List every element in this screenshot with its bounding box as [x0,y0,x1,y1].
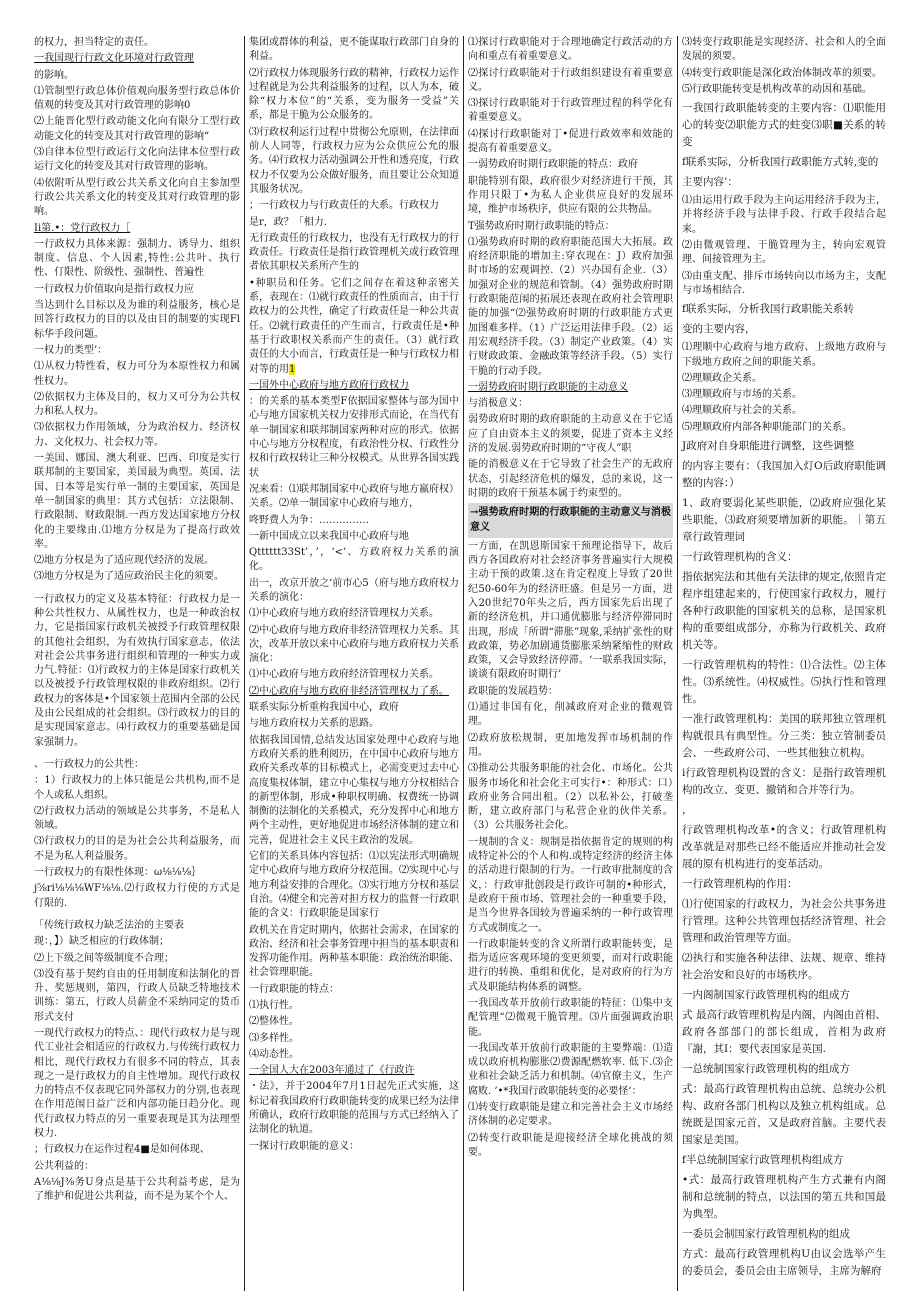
paragraph: ⑷理顺政府与社会的关系。 [682,405,802,417]
paragraph: f联系实际，分析我国行政职能关系转 [682,303,854,316]
paragraph: 一行政管理机构的特性：⑴合法性。⑵主体性。⑶系统性。⑷权威性。⑸执行性和管理性。 [682,659,886,706]
paragraph: 一现代行政权力的特点、：现代行政权力是与现代工业社会相适应的行政权力.与传统行政权力相比，现代行政权力有很多不同的特点，其表现之一是行政权力的自主性增加。现代行政权力的特点不仅表现它同外部权力的分别,也表现在作用范闱日益广泛和内部功能日趋分化。现代行政权力特点的另一重要表现是其为法理型权力. [34,1028,240,1140]
paragraph: 一委员会制国家行政管理机构的组成 [682,1228,850,1241]
paragraph: 指依据宪法和其他有关法律的规定,依照肯定程序组建起来的，行使国家行政权力，履行各种行政职能的国家机关的总称，是国家机构的重要组成部分，亦称为行政机关、政府机关等。 [682,571,886,652]
paragraph: 集团或群体的利益，更不能谋取行政部门自身的利益。 [249,37,459,63]
paragraph: 一探讨行政职能的意义： [249,1140,359,1152]
paragraph: 一总统制国家行政管理机构的组成方 [682,1063,850,1076]
section-heading: 一全国人大在2003年通过了《行政许 [249,1065,415,1077]
paragraph: ；一行政权力与行政责任的大系。行政权力 [249,200,439,212]
paragraph: 现：，】）缺乏相应的行政体制； [34,936,169,948]
paragraph: ⑵转变行政职能是迎接经济全球化挑战的须要。 [468,1132,673,1158]
paragraph: 当达到什么目标以及为谁的利益服务，核心是回答行政权力的目的以及由目的制要的实现Fl标华手段问题。 [34,300,240,340]
paragraph: ⑸行政职能转变是机构改革的动因和基础。 [682,83,872,95]
paragraph: 行政管理机构改革•的含义；行政管理机构改革就是对那些已经不能适应并推动社会发展的原有机构进行的变革活动。 [682,824,886,871]
paragraph: 依据我国国情,总结发达国家处理中心政府与地方政府关系的胜利阅历，在中国中心政府与地方政府关系改革的目标模式上，必需变更过去中心高度集权体制，建立中心集权与地方分权相结合的新型体制，形成•种职权明确、权费统一协调制衡的法制化的关系模式，充分发挥中心和地方两个主动性，更好地促进市场经济体制的建立和完善，促进社会主义民主政治的发展。 [249,734,459,846]
paragraph: 一行政权力具体来源：强制力、诱导力、组织制度、信息、个人因素,特性:公共叶、执行性、仃限性、阶级性、强制性、普遍性 [34,238,240,279]
paragraph: 式：最高行政管理机构由总统、总统办公机构、政府各部门机构以及独立机构组成。总统既是国家元首，又是政府首脑。主要代表国家是美国。 [682,1083,886,1147]
paragraph: 主要内容’： [682,176,738,189]
paragraph: 方式：最高行政管理机构U由议会选举产生的委员会，委员会由主席领导，主席为解府 [682,1248,886,1278]
paragraph: 一美国、娜国、澳大利亚、巴西、印度是实行联邦制的主要国家，美国最为典型。英国、法国、日本等是实行单一制的主要国家，英国是单一制国家的典里：其方式包括：立法限制、行政限制、财政限制.一西方发达国家地方分权化的主要缘由.⑴地方分权是为了提高行政效率。 [34,453,240,550]
paragraph: ⑶转变行政职能是实现经济、社会和人的全面发展的须要。 [682,37,886,63]
paragraph: 与消极意义： [468,398,528,410]
paragraph: ⑴中心政府与地方政府经济管理权力关系。 [249,669,439,681]
paragraph: 一行政权力的有限性体现：ω⅛⅛⅛｝ [34,867,202,879]
paragraph: ⑴通过非国有化，削减政府对企业的微观管理。 [468,702,673,728]
paragraph: 政机关在肯定时期内，依据社会需求，在国家的政治、经济和社会事务管理中担当的基本职责和发挥功能作用。两种基本职能：政治统治职能、社会管理职能。 [249,924,459,979]
paragraph: 「传统行政权力缺乏法治的主要表 [34,919,184,931]
column-4 [677,36,890,1291]
paragraph: ， [682,804,693,817]
paragraph: 一我国改革开放前行政职能的特征：⑴集中支配管理“⑵微观干脆管理。⑶片面强调政治职能。 [468,998,673,1038]
paragraph: ⑴探讨行政职能对于合理地确定行政活动的方向和重点有着重要意义。 [468,37,673,63]
paragraph: 出一，改京开放之‘前市心5（府与地方政府权力关系的演化： [249,577,459,603]
paragraph: ⑴由运用行政手段为主向运用经济手段为主，并将经济手段与法律手段、行政手段结合起来。 [682,195,886,235]
paragraph: 一弱势政府时期行政职能的特点：政府 [468,159,638,171]
paragraph: 一准行政管理机构：美国的联邦独立管理机构就很具有典型性。分三类：独立管制委员会、一些政府公司、一些其他独立机构。 [682,713,886,760]
paragraph: •式：最高行政管理机构产生方式兼有内阁制和总统制的特点，以法国的第五共和国最为典型。 [682,1174,886,1221]
paragraph: ⑴理顺中心政府与地方政府、上级地方政府与下级地方政府之间的职能关系。 [682,342,886,368]
paragraph: ⑴执行性。 [249,1000,299,1011]
paragraph: ⑶多样性。 [249,1032,299,1044]
paragraph: ：的关系的基本类型F依据国家整体与部为国中心与地方国家机关权力安排形式而论，在当代有单一制国家和联邦制国家两种对应的形式。依据中心与地方分权程度，有政治性分权、行政性分权和行政权转让三种分权模式。从世界各国实践状 [249,396,459,479]
paragraph: ⑵理顺政企关系。 [682,372,762,384]
paragraph: 政职能的发展趋势： [468,685,558,697]
paragraph: ⑵行政权力活动的领域是公共事务，不是私人领域。 [34,805,240,832]
paragraph: 一权力的类型’： [34,344,108,356]
section-heading: 一弱势政府时期行政职能的主动意义 [468,381,628,393]
paragraph: ⑵上能晋化型行政动能文化向有限分工型行政动能文化的转变及其对行政管理的影响“ [34,116,240,142]
paragraph: 公共利益的： [34,1160,94,1172]
paragraph: ⑶没有基于契约自由的任用制度和法制化的晋升、奖惩规则，第四，行政人员缺乏特地技术训练：第五，行政人员薪金不采纳同定的货币形式支付 [34,968,240,1023]
paragraph: ⑵地方分权是为了适应现代经济的发展。 [34,555,214,567]
paragraph: ⑶行政权利运行过程中贯彻公允原则，在法律面前人人同等，行政权力应为公众供应公允的服务。⑷行政权力活动强调公开性和透亮度，行政权力不仅要为公众做好服务，而且要让公众知道其服务状况。 [249,126,459,195]
paragraph: f联系实际，分析我国行政职能方式转,变的 [682,156,879,169]
paragraph: 一我国行政职能转变的主要内容：⑴职能用心的转变⑵职能方式的蛀变⑶职■关系的转变 [682,102,886,149]
paragraph: ⑵由微观管理、干脆管理为主，转向宏观管理、间接管理为主。 [682,240,886,266]
paragraph: ⑷依附听从型行政公共关系文化向自主参加型行政公共关系文化的转变及其对行政管理的影响。 [34,177,240,218]
paragraph: ⑶依据权力作用领域，分为政治权力、经济权力、文化权力、社会权力等。 [34,422,240,448]
shaded-heading: →强势政府时期的行政职能的主动意义与消极意义 [468,503,673,538]
paragraph: ⑷转变行政职能是深化政治体制改革的须要。 [682,67,882,79]
column-3 [463,36,677,1291]
paragraph: ⑷动态性。 [249,1048,299,1060]
paragraph: ⑵依据权力主体及目的，权力又可分为公共权力和私人权力。 [34,391,240,418]
paragraph: ；行政权力在运作过程4■是如何体现、 [34,1144,210,1156]
paragraph: f半总统制国家行政管理机构组成方 [682,1154,844,1167]
paragraph: ⑴强势政府时期的政府职能范围大大拓展。政府经济职能的增加主:穿衣现在：J）政府加强时市场的宏观调控.（2）兴办国有企业.（3）加强对企业的规范和管制。（4）强势政府时期行政职能范闱的拓展还表现在政府社会管理职能的加强“⑵强势政府时期的行政职能方式更加图难多样。（1）广泛运用法律手段。（2）运用宏观经济手段。（3）制定产业政策。（4）实行财政政策、金融政策等经济手段。（5）实行干脆的行动手段。 [468,236,673,377]
column-1 [30,36,244,1291]
paragraph: 一行政职能转变的含义所谓行政职能转变，是指为适应客观环境的变更须要，而对行政职能进行的转换、重组和优化，是对政府的行为方式及职能结构体系的调整。 [468,938,673,993]
paragraph-text: •种职员和任务。它们之间存在着这种亲密关系，表现在：⑴就行政责任的性质而言，由于行政权力的公共性，确定了行政责任是一种公共责任。⑵就行政责任的产生而言，行政责任是•种基于行政职权关系而产生的责任。（3）就行政责任的大小而言，行政责任是一种与行政权力相对等的用 [249,277,459,375]
chapter-heading: Ii第.•：党行政权力［ [34,222,131,234]
paragraph: 职能特别有限，政府很少对经济进行干预，其作用只限丁•为私人企业供应良好的发展环境，维护市场秩序，供应有限的公共物品。 [468,175,673,216]
paragraph: 是r，政？「相力. [249,216,327,228]
paragraph: ：1）行政权力的上体只能是公共机构,而不是个人或私人组织。 [34,775,240,801]
paragraph: ⑵整体性。 [249,1016,299,1028]
paragraph: i行政管理机构设置的含义：是指行政管理机构的改立、变更、撤销和合并等行为。 [682,767,886,797]
column-2 [244,36,463,1291]
paragraph: ⑶由重支配、排斥市场转向以市场为主，支配与市场相结合. [682,270,886,296]
paragraph: ⑵政府放松规制，更加地发挥市场机制的作用。 [468,732,673,758]
section-heading: 一国外中心政府与地方政府行政权力 [249,379,409,391]
paragraph: 无行政责任的行政权力，也没有无行政权力的行政责任。行政责任是指行政管理机关或行政管理者依其职权关系所产生的 [249,232,459,273]
paragraph: 、一行政权力的公共性： [34,758,144,770]
paragraph: j⅝ri⅛⅛⅛WF⅛⅛.⑵行政权力行使的方式是仃限的. [34,883,240,909]
document-page [30,36,890,1291]
section-heading: 一我国现行行政文化环境对行政管理 [34,53,194,65]
paragraph: T强势政府时期行政职能的特点： [468,220,615,232]
paragraph: ⑵行政权力体现服务行政的精神，行政权力运作过程就是为公共利益服务的过程，以人为本，破除“权力本位”的“关系，变为服务一受益”关系，都是干脆为公众服务的。 [249,67,459,122]
paragraph: ⑵中心政府与地方政府非经济管理权力关系。其次，改革开放以来中心政府与地方政府权力关系演化： [249,624,459,665]
paragraph: ・法》，并于2004年7月1日起先正式实施，这标记着我国政府行政职能转变的成果已经为法律所确认，政府行政职能的范围与方式已经纳入了法制化的轨道。 [249,1081,459,1136]
paragraph: ⑶自律本位型行政运行文化向法律本位型行政运行文化的转变及其对行政管理的影响。 [34,147,240,173]
paragraph: A⅛⅛J⅜务U身点是基于公共利益考虑，是为了维护和促进公共利益，而不是为某个个人、 [34,1176,240,1203]
paragraph: 一方面，在凯恩斯国家干预理论指导下，故后西方各国政府对社会经济事务普遍实行大规模主动干预的政策.这在肯定程度上导致了20世纪50-60年为的经济旺盛。但是另一方面，进入20世纪70年头之后，西方国家先后出现了新的经济危机，并口通优膨胀与经济停滞同时出现，形成「所谓“滞胀”现象,采纳扩张性的财政政策，势必加剧通货膨胀采纳紧缩性的财政政策，又会导致经济停滞。‘一联系我国实际，谈谈有限政府时期行’ [468,540,673,681]
paragraph: 一行政权力的定义及基本特征：行政权力是一种公共性权力、从属性权力，也是一种政治权力，它是指国家行政机关被授予行政管理权限的其他社会组织，为有效执行国家意志，依法对社会公共事务进行组织和管理的一种实力或力气.特征：⑴行政权力的主体是国家行政机关以及被授予行政管理权限的非政府组织。⑵行政权力的客体是•个国家领土范围内全部的公民及由公民组成的社会组织。⑶行政权力的目的是实现国家意志。⑷行政权力的重要基础是国家强制力。 [34,593,240,748]
paragraph: 一行政职能的特点： [249,983,339,995]
paragraph: 咚野费人为争：…………… [249,514,369,526]
paragraph: 的权力，担当特定的责任。 [34,37,154,48]
paragraph: ⑴转变行政职能是建立和完善社会主义市场经济体制的必定要求。 [468,1102,673,1128]
paragraph: J政府对自身职能进行调整，这些调整 [682,440,855,453]
paragraph: ⑸理顺政府内部各种职能部门的关系。 [682,421,852,433]
paragraph: 一行政管理机构的作用： [682,878,798,891]
paragraph: 能的消极意义在于它导致了社会生产的无政府状态，引起经济危机的爆发，总的来说，这一时期的政府干预基本属于约束型的。 [468,459,673,499]
paragraph: ⑵探讨行政职能对于行政组织建设有着重要意义。 [468,67,673,93]
paragraph: ⑶推动公共服务职能的社会化、市场化。公共服务市场化和社会化主可实行•：种形式：口）政府业务合同出租。（2）以私补公，打破垄断，建立政府部门与私营企业的伙伴关系。（3）公共服务社会化。 [468,763,673,832]
paragraph: ⑴行使国家的行政权力，为社会公共事务进行管理。这种公共管理包括经济管理、社会管理和政治管理等方面。 [682,898,886,945]
paragraph: 的内容主要有：（我国加入灯O后政府职能调整的内容：） [682,460,886,490]
paragraph: 一内阁制国家行政管理机构的组成方 [682,989,850,1002]
paragraph: 变的主要内容， [682,323,756,336]
paragraph: 1、政府要弱化某些职能，⑵政府应强化某些职能，⑶政府须要增加新的职能。｜第五章行政管理词 [682,497,886,544]
paragraph: ⑴管制型行政总体价值观向服务型行政总体价值观的转变及其对行政管理的影响0 [34,85,240,112]
paragraph: 联系实际分析重构我国中心，政府 [249,702,399,714]
paragraph: ⑵中心政府与地方政府非经济管理权力了系。 [249,685,449,697]
paragraph: 一行政管理机构的含义： [682,551,798,564]
paragraph: ⑶探讨行政职能对于行政管理过程的科学化有着重要意义。 [468,98,673,124]
paragraph: 的影响。 [34,69,74,81]
paragraph: 一规制的含义：规制是指依据肯定的规则的构成特定补公的个人和构.或特定经济的经济主体的活动进行限制的行为。一行政审批制度的含义，：行政审批创段是行政许可制的•种形式，是政府干预市场、管理社会的一种重要手段，是当今世界各国较为普遍采纳的一种行政管理方式或制度之一。 [468,836,673,934]
paragraph: 一我国改革开放前行政职能的主要弊端：⑴造成以政府机构膨胀⑵费源配燃软率. 低下.⑶企业和社会缺乏活力和机制。⑷官僚主义，生产腐败. ’•*我国行政职能转变的必要怪‘： [468,1042,673,1097]
paragraph: 它们的关系具体内容包括：⑴以宪法形式明确规定中心政府与地方政府分权范围。⑵实现中心与地方利益安排的合理化。⑶实行地方分权和基层自治。⑷健全和完善对担方权力的监督一行政职能的含义：行政职能是国家行 [249,851,459,920]
paragraph: 式 最高行政管理机构是内阁，内阁由首相、政府各部部门的部长组成，首相为政府『謝，其I：要代表国家是英国. [682,1009,886,1056]
paragraph: ⑵上下级之间等级制度不合理； [34,952,174,964]
paragraph: ⑶理顺政府与市场的关系。 [682,389,802,401]
paragraph: ⑶地方分权是为了适应政治民主化的须要。 [34,571,224,583]
paragraph: 一新中国成立以来我国中心政府与地 [249,530,409,542]
highlight-mark: 1 [289,363,296,375]
paragraph: ⑶行政权力的目的是为社会公共利益服务，而不是为私人利益服务。 [34,836,240,862]
paragraph: Qtttttt33St’，’，‘<’、方政府权力关系的演化。 [249,547,459,573]
paragraph: 弱势政府时期的政府职能的主动意义在于它适应了自由资本主义的须要，促进了资本主义经济的发展.弱势政府时期的“守夜人”职 [468,414,673,455]
paragraph: 与地方政府权力关系的思路。 [249,718,379,730]
paragraph [249,277,459,377]
paragraph: ⑵执行和实施各种法律、法规、规章、维持社会治安和良好的市场秩序。 [682,952,886,982]
paragraph: 一行政权力价值取向是指行政权力应 [34,283,194,295]
paragraph: ⑴中心政府与地方政府经济管理权力关系。 [249,608,439,620]
paragraph: ⑷探讨行政职能对丁•促进行政效率和效能的提高有着重要意义。 [468,128,673,155]
paragraph: 况来看：⑴联邦制国家中心政府与地方嬴府权）关系。⑵单一制国家中心政府与地方， [249,483,459,510]
paragraph: ⑴从权力特性看，权力可分为本原性权力和属性权力。 [34,361,240,387]
